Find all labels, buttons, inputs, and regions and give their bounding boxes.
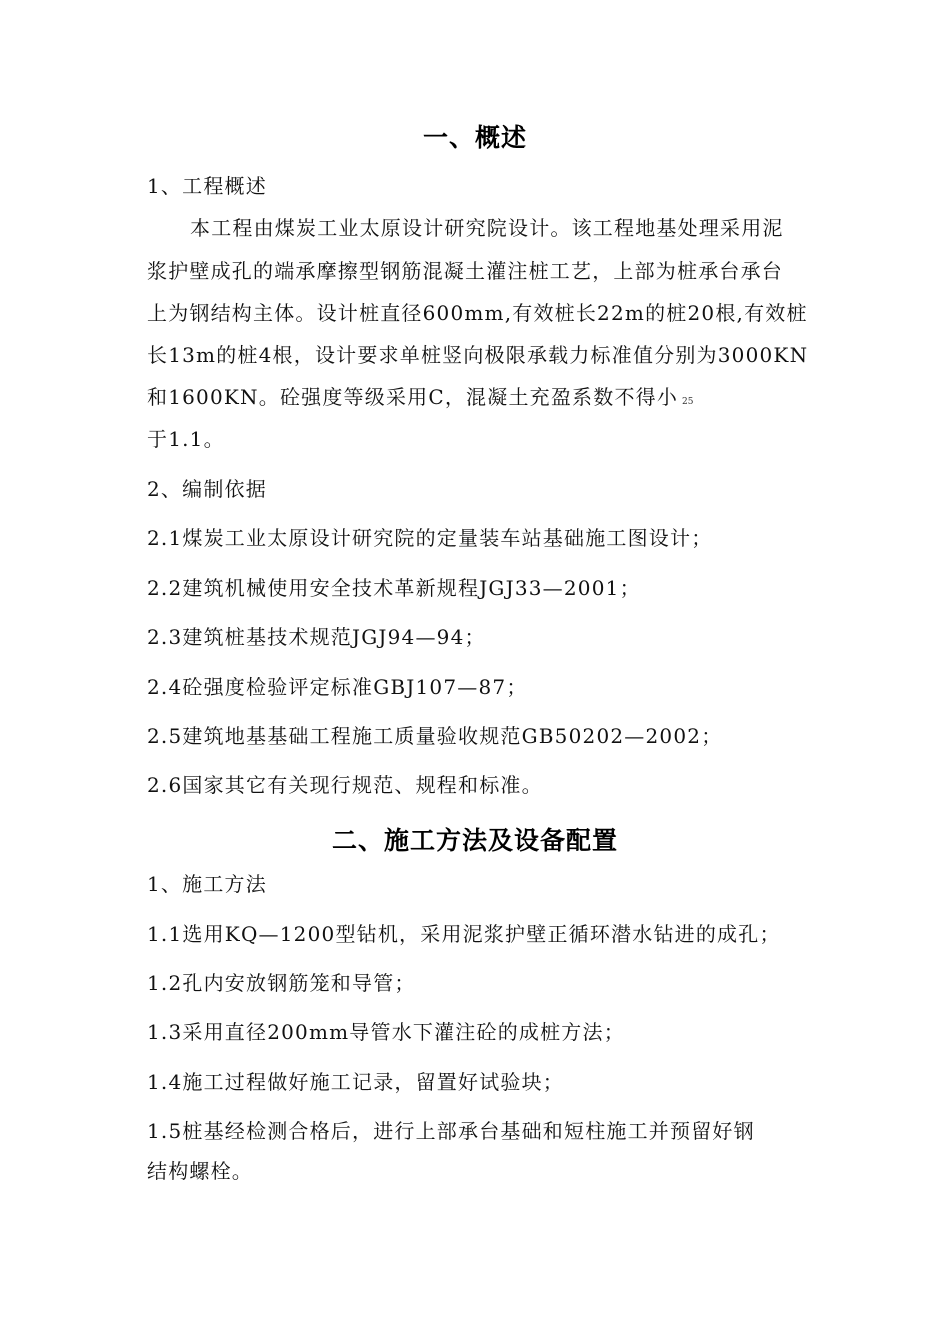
paragraph-line: 长13m的桩4根，设计要求单桩竖向极限承载力标准值分别为3000KN [147,343,809,367]
paragraph-line-text: 和1600KN。砼强度等级采用C，混凝土充盈系数不得小 [147,385,679,409]
footnote-marker: 25 [682,397,694,407]
list-item: 2.3建筑桩基技术规范JGJ94—94； [147,625,486,649]
list-item: 1.4施工过程做好施工记录，留置好试验块； [147,1070,565,1094]
paragraph-line: 上为钢结构主体。设计桩直径600mm,有效桩长22m的桩20根,有效桩 [147,301,808,325]
list-item: 1.1选用KQ—1200型钻机，采用泥浆护壁正循环潜水钻进的成孔； [147,922,781,946]
subsection-title-basis: 2、编制依据 [147,477,267,501]
subsection-title-construction-method: 1、施工方法 [147,872,267,896]
paragraph-line: 浆护壁成孔的端承摩擦型钢筋混凝土灌注桩工艺，上部为桩承台承台 [147,259,783,283]
list-item: 2.1煤炭工业太原设计研究院的定量装车站基础施工图设计； [147,526,713,550]
list-item: 2.2建筑机械使用安全技术革新规程JGJ33—2001； [147,576,641,600]
list-item: 1.5桩基经检测合格后，进行上部承台基础和短柱施工并预留好钢 [147,1119,755,1143]
list-item-continuation: 结构螺栓。 [147,1159,253,1183]
list-item: 2.4砼强度检验评定标准GBJ107—87； [147,675,528,699]
section-heading-overview: 一、概述 [422,123,527,152]
list-item: 1.3采用直径200mm导管水下灌注砼的成桩方法； [147,1020,625,1044]
list-item: 1.2孔内安放钢筋笼和导管； [147,971,416,995]
subsection-title-project-overview: 1、工程概述 [147,174,267,198]
paragraph-line: 于1.1。 [147,427,225,451]
paragraph-line-with-marker [147,383,694,416]
section-heading-methods: 二、施工方法及设备配置 [331,826,618,855]
paragraph-line: 本工程由煤炭工业太原设计研究院设计。该工程地基处理采用泥 [190,216,784,240]
list-item: 2.5建筑地基基础工程施工质量验收规范GB50202—2002； [147,724,723,748]
list-item: 2.6国家其它有关现行规范、规程和标准。 [147,773,543,797]
